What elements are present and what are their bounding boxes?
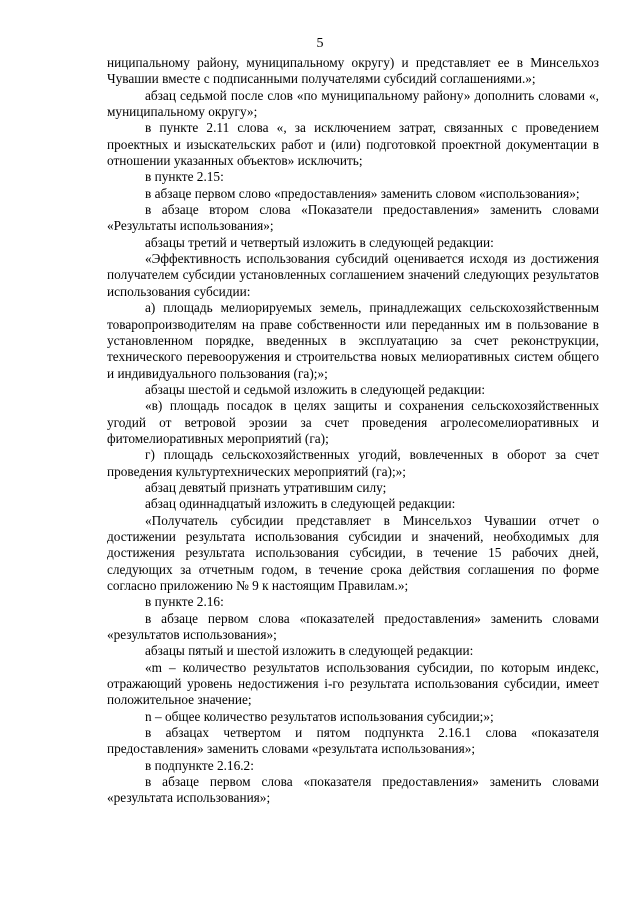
paragraph: в абзаце первом слова «показателей предоставления» заменить словами «результатов использования»; [107, 610, 599, 643]
paragraph: «Эффективность использования субсидий оценивается исходя из достижения получателем субсидии установленных соглашением значений следующих результатов использования субсидии: [107, 251, 599, 299]
paragraph: «m – количество результатов использования субсидии, по которым индекс, отражающий уровень недостижения i-го результата использования субсидии, имеет положительное значение; [107, 659, 599, 708]
paragraph: «Получатель субсидии представляет в Минсельхоз Чувашии отчет о достижении результата использования субсидии и значений, необходимых для достижения результата использования субсидии, в течение 15 рабочих дней, следующих за отчетным годом, в течение срока действия соглашения по форме согласно приложению № 9 к настоящим Правилам.»; [107, 512, 599, 593]
paragraph: а) площадь мелиорируемых земель, принадлежащих сельскохозяйственным товаропроизводителям на праве собственности или переданных им в пользование в установленном порядке, введенных в эксплуатацию за счет реконструкции, технического перевооружения и строительства новых мелиоративных систем общего и индивидуального пользования (га);»; [107, 300, 599, 381]
paragraph: в абзаце первом слова «показателя предоставления» заменить словами «результата использования»; [107, 774, 599, 806]
paragraph: абзацы шестой и седьмой изложить в следующей редакции: [145, 381, 486, 397]
paragraph: в подпункте 2.16.2: [145, 757, 254, 773]
paragraph: абзац одиннадцатый изложить в следующей редакции: [145, 496, 456, 512]
paragraph: абзац девятый признать утратившим силу; [145, 479, 387, 495]
paragraph: в пункте 2.11 слова «, за исключением затрат, связанных с проведением проектных и изыскательских работ и (или) подготовкой проектной документации в отношении указанных объектов» исключить; [107, 120, 599, 169]
paragraph: ниципальному району, муниципальному округу) и представляет ее в Минсельхоз Чувашии вместе с подписанными получателями субсидий соглашениями.»; [107, 55, 599, 87]
paragraph: в абзацах четвертом и пятом подпункта 2.16.1 слова «показателя предоставления» заменить словами «результата использования»; [107, 725, 599, 757]
paragraph: г) площадь сельскохозяйственных угодий, вовлеченных в оборот за счет проведения культуртехнических мероприятий (га);»; [107, 447, 599, 479]
paragraph: в пункте 2.16: [145, 594, 224, 610]
paragraph: n – общее количество результатов использования субсидии;»; [145, 708, 494, 724]
paragraph: абзацы третий и четвертый изложить в следующей редакции: [145, 234, 494, 250]
paragraph: в абзаце первом слово «предоставления» заменить словом «использования»; [145, 185, 580, 201]
paragraph: «в) площадь посадок в целях защиты и сохранения сельскохозяйственных угодий от ветровой эрозии за счет проведения агролесомелиоративных и фитомелиоративных мероприятий (га); [107, 398, 599, 446]
paragraph: в пункте 2.15: [145, 169, 224, 185]
paragraph: абзац седьмой после слов «по муниципальному району» дополнить словами «, муниципальному округу»; [107, 87, 599, 120]
document-body [107, 55, 599, 807]
paragraph: абзацы пятый и шестой изложить в следующей редакции: [145, 643, 474, 659]
paragraph: в абзаце втором слова «Показатели предоставления» заменить словами «Результаты использования»; [107, 202, 599, 234]
page-number: 5 [316, 36, 324, 51]
